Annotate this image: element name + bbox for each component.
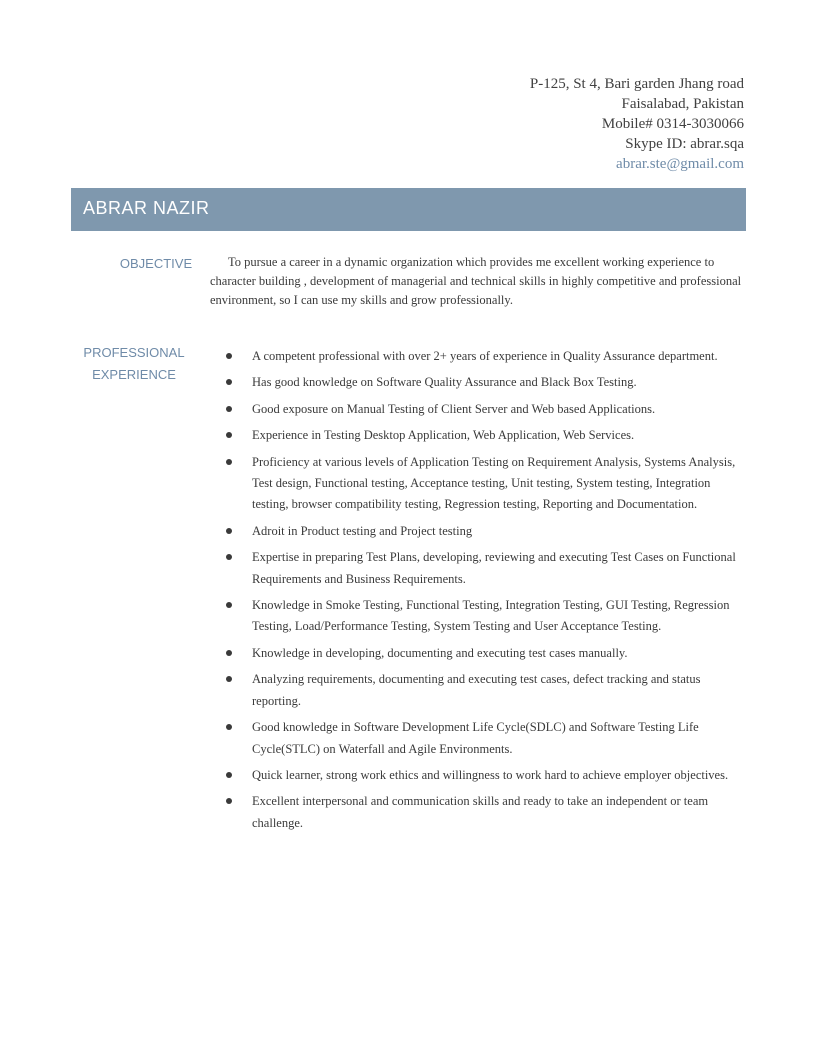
experience-heading xyxy=(78,342,190,386)
bullet-icon xyxy=(226,798,232,804)
list-item xyxy=(226,346,740,367)
list-item-text: Good exposure on Manual Testing of Client Server and Web based Applications. xyxy=(252,401,656,416)
list-item-text: Proficiency at various levels of Application Testing on Requirement Analysis, Systems Analysis, Test design, Functional testing, Acceptance testing, Unit testing, System testing, Integration testing, browser compatibility testing, Regression testing, Reporting and Documentation. xyxy=(252,454,736,512)
list-item xyxy=(226,643,740,664)
list-item-text: Knowledge in developing, documenting and executing test cases manually. xyxy=(252,645,628,660)
bullet-icon xyxy=(226,602,232,608)
experience-heading-line-2: EXPERIENCE xyxy=(92,367,176,382)
objective-text: To pursue a career in a dynamic organization which provides me excellent working experience to character building , development of managerial and technical skills in highly competitive and professional environment, so I can use my skills and grow professionally. xyxy=(210,255,742,307)
list-item xyxy=(226,399,740,420)
list-item-text: Analyzing requirements, documenting and executing test cases, defect tracking and status reporting. xyxy=(252,672,701,708)
list-item xyxy=(226,595,740,638)
address-line-1: P-125, St 4, Bari garden Jhang road xyxy=(529,76,744,92)
list-item xyxy=(226,425,740,446)
skype-id: Skype ID: abrar.sqa xyxy=(625,136,744,152)
list-item xyxy=(226,372,740,393)
list-item-text: Excellent interpersonal and communication skills and ready to take an independent or team challenge. xyxy=(252,794,709,830)
list-item-text: Knowledge in Smoke Testing, Functional Testing, Integration Testing, GUI Testing, Regression Testing, Load/Performance Testing, System Testing and User Acceptance Testing. xyxy=(252,598,730,634)
objective-heading: OBJECTIVE xyxy=(119,256,193,271)
experience-list xyxy=(226,346,740,839)
list-item-text: Good knowledge in Software Development Life Cycle(SDLC) and Software Testing Life Cycle(STLC) on Waterfall and Agile Environments. xyxy=(252,720,699,756)
bullet-icon xyxy=(226,650,232,656)
list-item-text: Experience in Testing Desktop Application, Web Application, Web Services. xyxy=(252,428,635,443)
list-item xyxy=(226,765,740,786)
list-item-text: Expertise in preparing Test Plans, developing, reviewing and executing Test Cases on Functional Requirements and Business Requirements. xyxy=(252,550,736,586)
candidate-name: ABRAR NAZIR xyxy=(83,198,210,218)
bullet-icon xyxy=(226,432,232,438)
bullet-icon xyxy=(226,772,232,778)
email-link[interactable]: abrar.ste@gmail.com xyxy=(616,156,744,172)
list-item xyxy=(226,669,740,712)
bullet-icon xyxy=(226,353,232,359)
experience-heading-line-1: PROFESSIONAL xyxy=(83,345,185,360)
list-item xyxy=(226,717,740,760)
address-line-2: Faisalabad, Pakistan xyxy=(621,96,744,112)
bullet-icon xyxy=(226,724,232,730)
list-item xyxy=(226,791,740,834)
name-banner xyxy=(71,188,746,231)
bullet-icon xyxy=(226,554,232,560)
mobile-number: Mobile# 0314-3030066 xyxy=(601,116,744,132)
list-item-text: A competent professional with over 2+ years of experience in Quality Assurance department. xyxy=(252,349,718,363)
list-item-text: Quick learner, strong work ethics and willingness to work hard to achieve employer objectives. xyxy=(252,767,729,782)
bullet-icon xyxy=(226,406,232,412)
list-item xyxy=(226,547,740,590)
contact-block xyxy=(530,74,744,174)
list-item-text: Has good knowledge on Software Quality Assurance and Black Box Testing. xyxy=(252,375,637,390)
bullet-icon xyxy=(226,528,232,534)
list-item xyxy=(226,452,740,516)
list-item xyxy=(226,521,740,542)
bullet-icon xyxy=(226,459,232,465)
list-item-text: Adroit in Product testing and Project testing xyxy=(252,523,473,538)
bullet-icon xyxy=(226,676,232,682)
bullet-icon xyxy=(226,379,232,385)
